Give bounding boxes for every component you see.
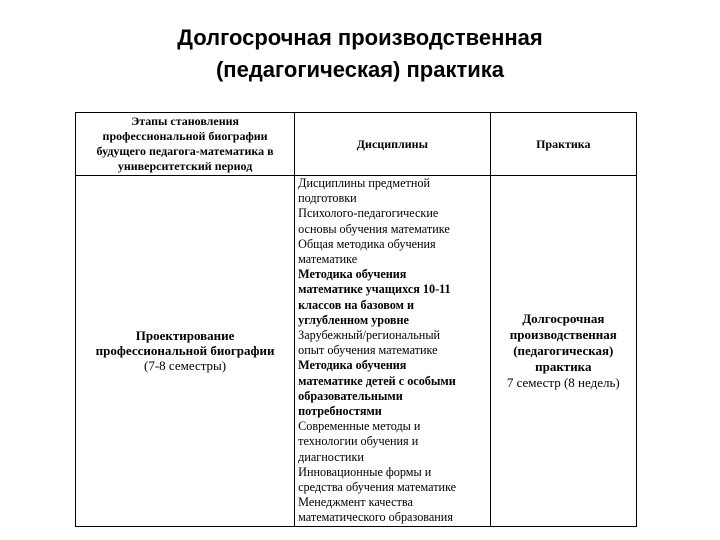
disciplines-list — [298, 176, 486, 526]
discipline-line: Методика обучения — [298, 358, 407, 373]
discipline-line: основы обучения математике — [298, 221, 450, 236]
practice-title-line: практика — [535, 358, 592, 374]
practice-title-line: (педагогическая) — [513, 342, 614, 358]
title-line-1: Долгосрочная производственная — [177, 25, 543, 50]
discipline-line: Дисциплины предметной — [298, 176, 430, 190]
disciplines-cell — [295, 176, 490, 527]
page-title — [0, 22, 720, 86]
header-stages-line: Этапы становления — [131, 114, 240, 128]
header-stages-line: университетский период — [117, 159, 253, 173]
practice-title-line: Долгосрочная — [522, 310, 605, 326]
discipline-line: технологии обучения и — [298, 434, 419, 449]
discipline-line: математике детей с особыми — [298, 373, 456, 388]
discipline-line: Инновационные формы и — [298, 464, 432, 479]
discipline-line: Методика обучения — [298, 267, 407, 282]
curriculum-table — [75, 112, 637, 527]
discipline-line: Общая методика обучения — [298, 236, 436, 251]
discipline-line: углубленном уровне — [298, 312, 409, 327]
discipline-line: потребностями — [298, 404, 382, 419]
discipline-line: образовательными — [298, 388, 403, 403]
discipline-line: Психолого-педагогические — [298, 206, 439, 221]
discipline-line: подготовки — [298, 191, 357, 206]
discipline-line: диагностики — [298, 449, 364, 464]
discipline-line: Современные методы и — [298, 419, 421, 434]
header-practice-label: Практика — [536, 136, 591, 151]
discipline-line: Менеджмент качества — [298, 495, 413, 510]
header-disciplines — [295, 113, 490, 176]
stage-title-line: профессиональной биографии — [95, 343, 275, 359]
stage-title-line: Проектирование — [135, 328, 235, 344]
practice-note: 7 семестр (8 недель) — [506, 374, 620, 390]
stage-note: (7-8 семестры) — [144, 358, 227, 374]
table-row — [76, 176, 637, 527]
header-practice — [490, 113, 636, 176]
discipline-line: математике — [298, 252, 358, 267]
title-line-2: (педагогическая) практика — [215, 57, 505, 82]
discipline-line: Зарубежный/региональный — [298, 328, 441, 343]
practice-cell — [490, 176, 636, 527]
header-stages-line: будущего педагога-математика в — [96, 144, 274, 158]
discipline-line: классов на базовом и — [298, 297, 415, 312]
header-stages-line: профессиональной биографии — [102, 129, 268, 143]
discipline-line: опыт обучения математике — [298, 343, 438, 358]
header-disciplines-label: Дисциплины — [356, 136, 428, 151]
header-stages — [76, 113, 295, 176]
discipline-line: средства обучения математике — [298, 480, 457, 495]
table-header-row — [76, 113, 637, 176]
discipline-line: математике учащихся 10-11 — [298, 282, 451, 297]
discipline-line: математического образования — [298, 510, 453, 525]
practice-title-line: производственная — [509, 326, 617, 342]
stage-cell — [76, 176, 295, 527]
